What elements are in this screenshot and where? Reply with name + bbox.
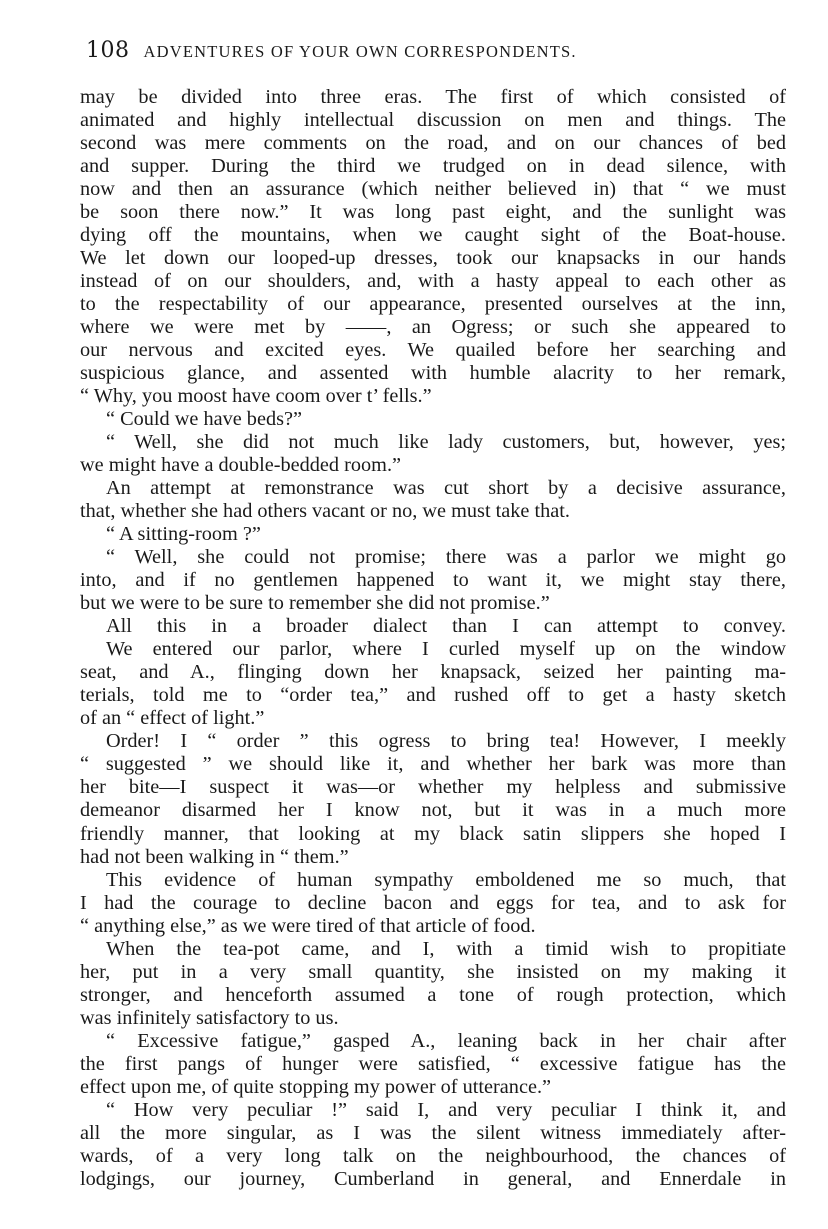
text-line: was infinitely satisfactory to us. (80, 1006, 339, 1029)
text-line: her, put in a very small quantity, she insisted on my making it (80, 960, 786, 983)
text-line: where we were met by ——, an Ogress; or such she appeared to (80, 316, 786, 339)
text-line: instead of on our shoulders, and, with a hasty appeal to each other as (80, 270, 786, 293)
text-line: “ Well, she could not promise; there was a parlor we might go (106, 546, 786, 569)
text-line: When the tea-pot came, and I, with a timid wish to propitiate (106, 937, 786, 960)
text-line: seat, and A., flinging down her knapsack, seized her painting ma- (80, 661, 786, 684)
text-line: now and then an assurance (which neither believed in) that “ we must (80, 178, 786, 201)
text-line: We entered our parlor, where I curled myself up on the window (106, 638, 786, 661)
text-line: animated and highly intellectual discussion on men and things. The (80, 109, 786, 132)
text-line: her bite—I suspect it was—or whether my helpless and submissive (80, 776, 786, 799)
text-line: of an “ effect of light.” (80, 707, 265, 730)
text-line: the first pangs of hunger were satisfied, “ excessive fatigue has the (80, 1052, 786, 1075)
text-line: We let down our looped-up dresses, took our knapsacks in our hands (80, 247, 786, 270)
text-line: all the more singular, as I was the silent witness immediately after- (80, 1121, 786, 1144)
running-title: ADVENTURES OF YOUR OWN CORRESPONDENTS. (143, 42, 577, 61)
text-line: terials, told me to “order tea,” and rushed off to get a hasty sketch (80, 684, 786, 707)
text-line: stronger, and henceforth assumed a tone of rough protection, which (80, 983, 786, 1006)
text-line: we might have a double-bedded room.” (80, 454, 402, 477)
text-line: Order! I “ order ” this ogress to bring tea! However, I meekly (106, 730, 786, 753)
text-line: that, whether she had others vacant or no, we must take that. (80, 500, 570, 523)
text-line: into, and if no gentlemen happened to want it, we might stay there, (80, 569, 786, 592)
text-line: “ A sitting-room ?” (106, 523, 261, 546)
text-line: wards, of a very long talk on the neighbourhood, the chances of (80, 1144, 786, 1167)
text-line: dying off the mountains, when we caught sight of the Boat-house. (80, 224, 786, 247)
text-line: “ Why, you moost have coom over t’ fells.” (80, 385, 432, 408)
text-line: may be divided into three eras. The first of which consisted of (80, 86, 786, 108)
text-line: “ anything else,” as we were tired of that article of food. (80, 914, 536, 937)
text-line: This evidence of human sympathy emboldened me so much, that (106, 868, 786, 891)
text-line: “ Could we have beds?” (106, 408, 302, 431)
text-line: “ suggested ” we should like it, and whether her bark was more than (80, 753, 786, 776)
text-line: effect upon me, of quite stopping my power of utterance.” (80, 1075, 552, 1098)
text-line: had not been walking in “ them.” (80, 845, 349, 868)
text-line: our nervous and excited eyes. We quailed before her searching and (80, 339, 786, 362)
page-number: 108 (86, 38, 130, 63)
text-line: but we were to be sure to remember she did not promise.” (80, 592, 550, 615)
text-line: to the respectability of our appearance, presented ourselves at the inn, (80, 293, 786, 316)
text-line: second was mere comments on the road, and on our chances of bed (80, 132, 786, 155)
text-line: All this in a broader dialect than I can attempt to convey. (106, 615, 786, 638)
text-line: “ Well, she did not much like lady customers, but, however, yes; (106, 431, 786, 454)
text-line: and supper. During the third we trudged on in dead silence, with (80, 155, 786, 178)
page-header (86, 38, 786, 68)
text-line: “ How very peculiar !” said I, and very peculiar I think it, and (106, 1098, 786, 1121)
text-line: I had the courage to decline bacon and eggs for tea, and to ask for (80, 891, 786, 914)
text-line: lodgings, our journey, Cumberland in general, and Ennerdale in (80, 1167, 786, 1190)
body-text (80, 86, 786, 1216)
text-line: An attempt at remonstrance was cut short by a decisive assurance, (106, 477, 786, 500)
text-line: be soon there now.” It was long past eight, and the sunlight was (80, 201, 786, 224)
text-line: suspicious glance, and assented with humble alacrity to her remark, (80, 362, 786, 385)
text-line: friendly manner, that looking at my black satin slippers she hoped I (80, 822, 786, 845)
text-line: demeanor disarmed her I know not, but it was in a much more (80, 799, 786, 822)
text-line: “ Excessive fatigue,” gasped A., leaning back in her chair after (106, 1029, 786, 1052)
